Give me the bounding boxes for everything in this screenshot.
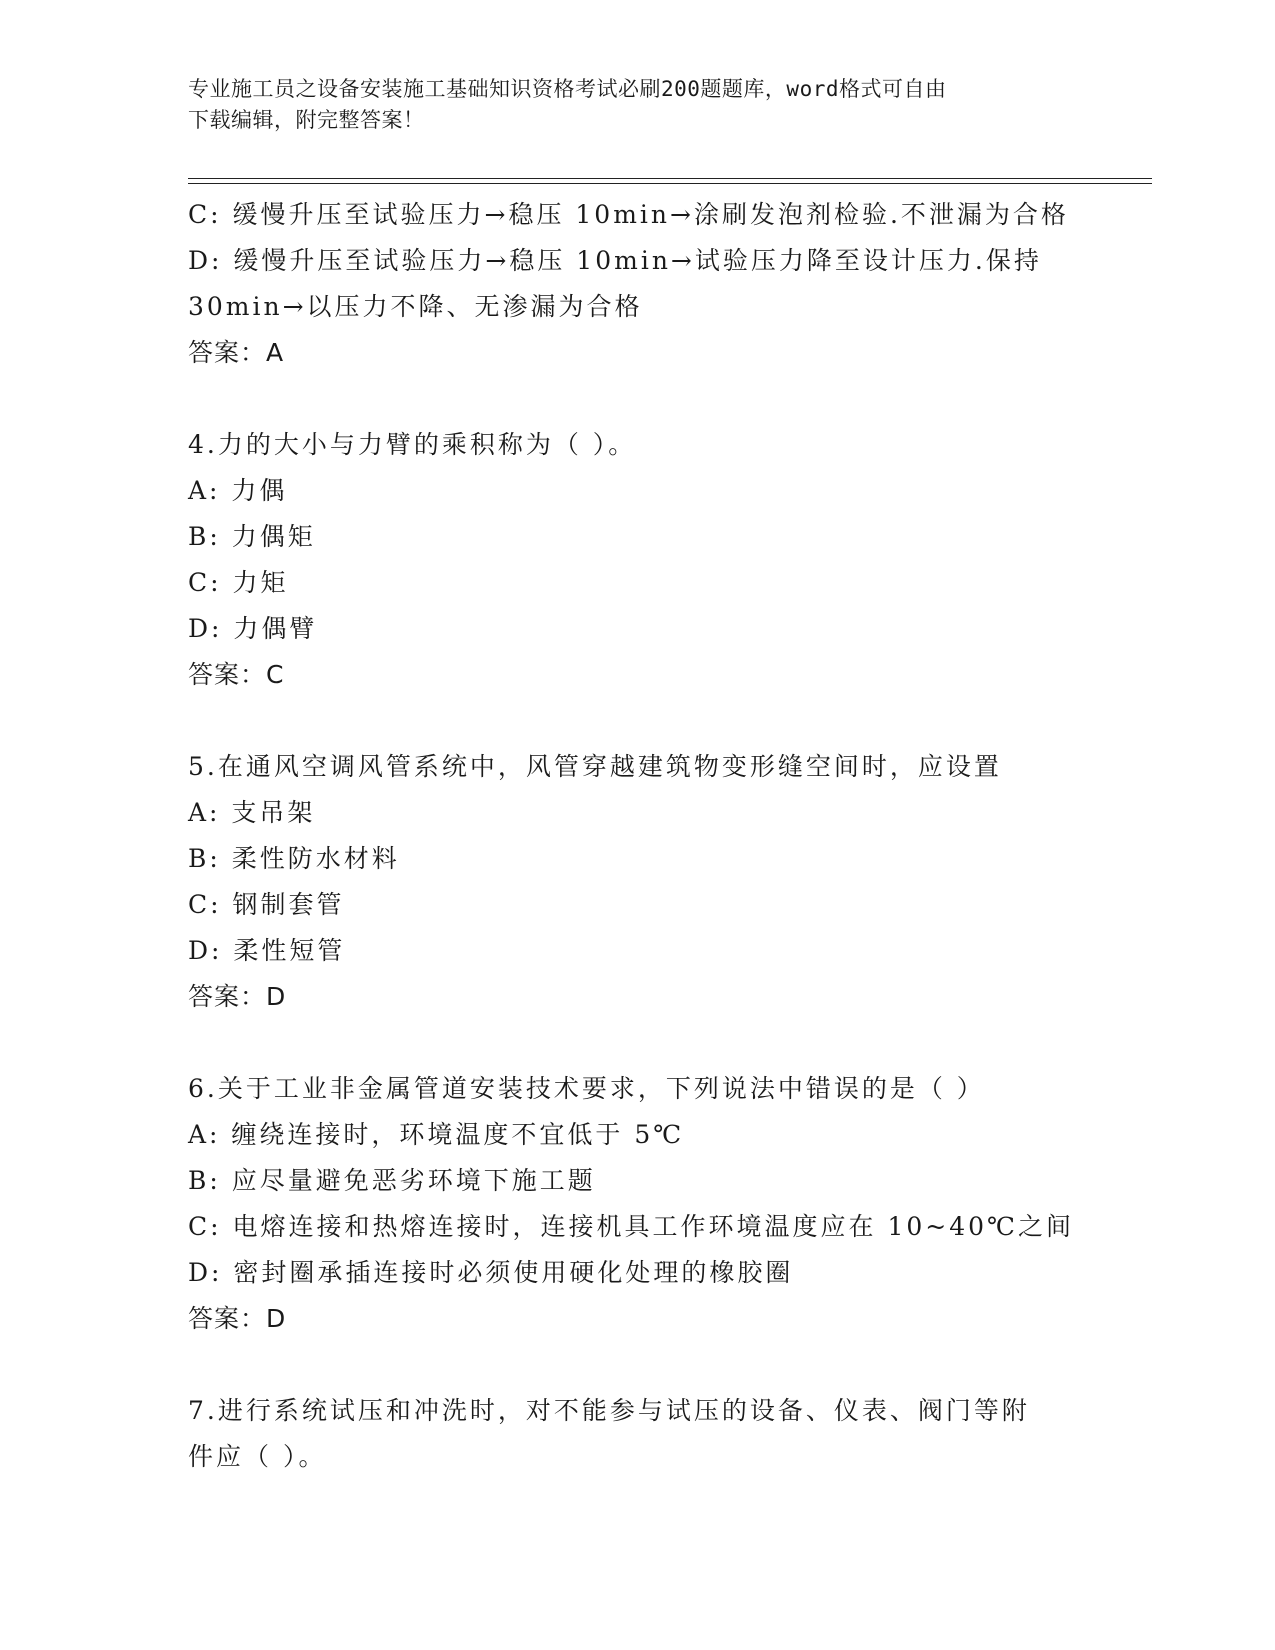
header-line-1: 专业施工员之设备安装施工基础知识资格考试必刷200题题库，word格式可自由 [188,77,947,101]
spacer [188,1342,1108,1388]
q4-answer: 答案：C [188,660,285,689]
header-line-2: 下载编辑，附完整答案！ [188,108,425,132]
spacer [188,1020,1108,1066]
spacer [188,376,1108,422]
q7-stem-continued: 件应（ ）。 [188,1442,327,1471]
q7-stem: 7.进行系统试压和冲洗时，对不能参与试压的设备、仪表、阀门等附 [188,1396,1030,1425]
q6-option-c: C: 电熔连接和热熔连接时，连接机具工作环境温度应在 10~40℃之间 [188,1212,1074,1241]
q5-option-d: D: 柔性短管 [188,936,346,965]
q3-answer: 答案：A [188,338,285,367]
q5-option-b: B: 柔性防水材料 [188,844,400,873]
q6-option-a: A: 缠绕连接时，环境温度不宜低于 5℃ [188,1120,685,1149]
q5-option-a: A: 支吊架 [188,798,316,827]
q5-option-c: C: 钢制套管 [188,890,345,919]
q4-option-b: B: 力偶矩 [188,522,316,551]
spacer [188,698,1108,744]
q5-stem: 5.在通风空调风管系统中，风管穿越建筑物变形缝空间时，应设置 [188,752,1002,781]
q3-option-d: D: 缓慢升压至试验压力→稳压 10min→试验压力降至设计压力.保持 [188,246,1042,275]
q5-answer: 答案：D [188,982,287,1011]
q3-option-c: C: 缓慢升压至试验压力→稳压 10min→涂刷发泡剂检验.不泄漏为合格 [188,200,1069,229]
q6-option-b: B: 应尽量避免恶劣环境下施工题 [188,1166,596,1195]
q3-option-d-continued: 30min→以压力不降、无渗漏为合格 [188,292,643,321]
q4-option-d: D: 力偶臂 [188,614,318,643]
q4-stem: 4.力的大小与力臂的乘积称为（ ）。 [188,430,637,459]
q4-option-a: A: 力偶 [188,476,288,505]
header-divider-bottom [188,183,1152,184]
question-list [188,192,1108,1480]
q4-option-c: C: 力矩 [188,568,289,597]
document-header [188,74,1068,136]
q6-answer: 答案：D [188,1304,287,1333]
header-divider-top [188,178,1152,179]
q6-option-d: D: 密封圈承插连接时必须使用硬化处理的橡胶圈 [188,1258,794,1287]
q6-stem: 6.关于工业非金属管道安装技术要求，下列说法中错误的是（ ） [188,1074,985,1103]
